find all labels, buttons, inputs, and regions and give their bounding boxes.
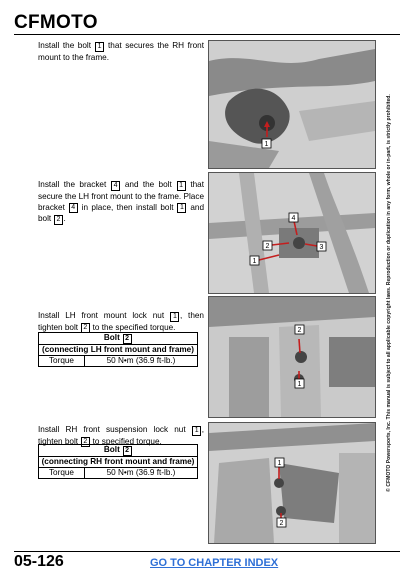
header-divider [14, 34, 400, 35]
chapter-index-link[interactable]: GO TO CHAPTER INDEX [150, 557, 279, 569]
step-1-callout-1: 1 [264, 141, 269, 148]
step-4-photo [208, 422, 376, 544]
step-3-photo [208, 296, 376, 418]
step-3-torque-table: Bolt 2 (connecting LH front mount and frame) Torque 50 N•m (36.9 ft-lb.) [38, 332, 198, 367]
step-4-torque-table: Bolt 2 (connecting RH front mount and frame) Torque 50 N•m (36.9 ft-lb.) [38, 444, 198, 479]
step-4-text: Install RH front suspension lock nut 1 , tighten bolt 2 to specified torque. [38, 425, 204, 446]
step-2-callout-1: 1 [252, 258, 257, 265]
step-3-callout-1: 1 [297, 381, 302, 388]
copyright-notice: © CFMOTO Powersports, Inc. This manual is subject to all applicable copyright laws. Reproduction or duplication in any form, whole or in-part, is strictly prohibited. [386, 94, 392, 492]
step-3-text: Install LH front mount lock nut 1 , then tighten bolt 2 to the specified torque. [38, 311, 204, 332]
step-1-photo [208, 40, 376, 169]
step-2-callout-3: 3 [319, 244, 324, 251]
step-4-callout-1: 1 [277, 460, 282, 467]
step-2-callout-2: 2 [265, 243, 270, 250]
step-3-callout-2: 2 [297, 327, 302, 334]
step-1-text: Install the bolt 1 that secures the RH front mount to the frame. [38, 41, 204, 62]
step-2-callout-4: 4 [291, 215, 296, 222]
brand-logo-text: CFMOTO [14, 12, 98, 33]
step-2-photo [208, 172, 376, 294]
step-2-text: Install the bracket 4 and the bolt 1 that secure the LH front mount to the frame. Place bracket 4 in place, then install bolt 1 and bolt 2 . [38, 180, 204, 224]
step-4-callout-2: 2 [279, 520, 284, 527]
footer-divider [14, 551, 400, 552]
page-number: 05-126 [14, 553, 64, 570]
